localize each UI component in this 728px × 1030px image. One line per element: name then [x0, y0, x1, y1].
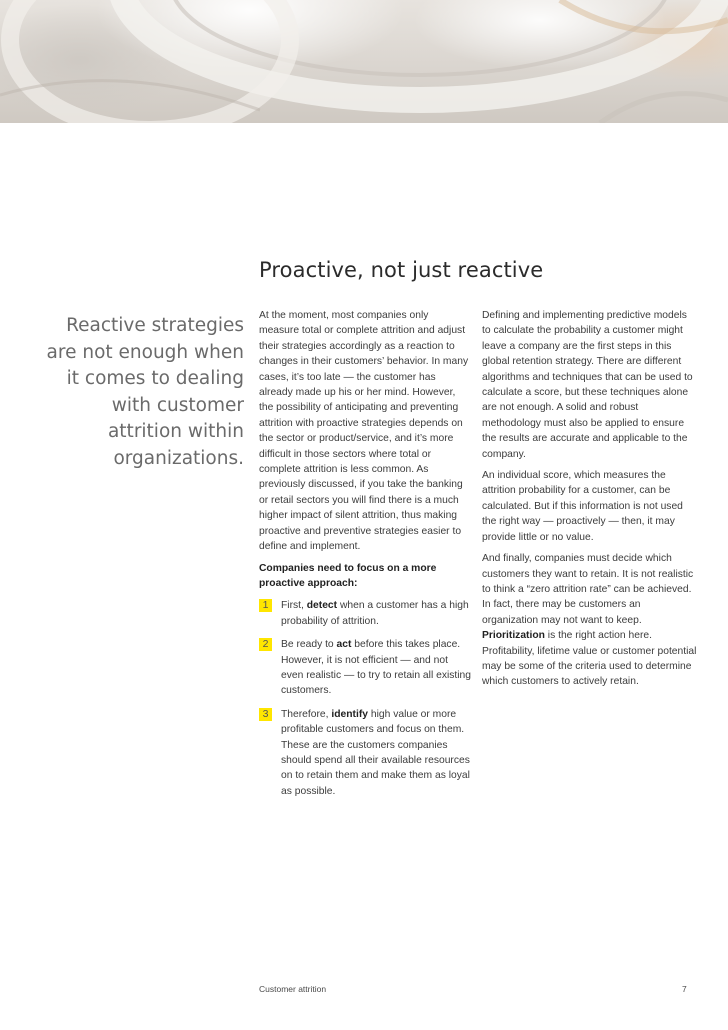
- pull-quote-line: it comes to dealing: [66, 368, 244, 390]
- body-paragraph: [482, 551, 698, 690]
- text-column-left: [259, 308, 471, 807]
- list-item: [259, 598, 471, 629]
- text-column-right: [482, 308, 698, 696]
- list-item: [259, 707, 471, 799]
- footer-section-label: Customer attrition: [259, 984, 327, 994]
- step-keyword: identify: [331, 708, 368, 720]
- header-photo: [0, 0, 728, 123]
- body-paragraph: An individual score, which measures the attrition probability for a customer, can be calculated. But if this information is not used the right way — proactively — then, it may provide little or no value.: [482, 470, 683, 543]
- step-text-post: before this takes place. However, it is not efficient — and not even realistic — to try to retain all existing customers.: [281, 639, 471, 697]
- paragraph-text-pre: And finally, companies must decide which customers they want to retain. It is not realistic to think a “zero attrition rate” can be achieved. In fact, there may be customers an organization may not want to keep.: [482, 553, 694, 626]
- pull-quote-line: organizations.: [113, 447, 244, 469]
- step-text-post: high value or more profitable customers and focus on them. These are the customers companies should spend all their available resources on to retain them and make them as loyal as possible.: [281, 708, 470, 797]
- step-number-badge: 3: [259, 708, 272, 721]
- body-paragraph: At the moment, most companies only measure total or complete attrition and adjust their strategies accordingly as a reaction to changes in their customers’ behavior. In many cases, it’s too late — the customer has already made up his or her mind. However, the possibility of anticipating and preventing attrition with proactive strategies depends on the sector or product/service, and it’s more difficult in those sectors where total or complete attrition is less common. As previously discussed, if you take the banking or retail sectors you will find there is a much higher impact of silent attrition, thus making proactive and preventive strategies easier to define and implement.: [259, 310, 469, 553]
- paragraph-text-post: is the right action here. Profitability, lifetime value or customer potential may be some of the criteria used to determine which customers to actively retain.: [482, 630, 697, 688]
- step-keyword: detect: [306, 600, 338, 612]
- step-text-pre: Be ready to: [281, 639, 337, 651]
- step-text-pre: First,: [281, 600, 307, 612]
- pull-quote-line: attrition within: [107, 421, 244, 443]
- list-lead-in: Companies need to focus on a more proactive approach:: [259, 562, 437, 589]
- list-item: [259, 637, 471, 699]
- page-title: Proactive, not just reactive: [259, 258, 544, 282]
- step-number-badge: 2: [259, 638, 272, 651]
- page-number: 7: [682, 984, 687, 994]
- approach-steps: [259, 598, 471, 799]
- pull-quote: [30, 313, 244, 473]
- pull-quote-line: are not enough when: [46, 341, 244, 363]
- step-keyword: act: [336, 639, 352, 651]
- step-text-post: when a customer has a high probability of attrition.: [281, 600, 469, 627]
- pull-quote-line: Reactive strategies: [66, 315, 244, 336]
- header-photo-art: [0, 0, 728, 123]
- pull-quote-line: with customer: [111, 394, 244, 416]
- step-text-pre: Therefore,: [281, 708, 332, 720]
- paragraph-keyword: Prioritization: [482, 630, 545, 642]
- step-number-badge: 1: [259, 599, 272, 612]
- body-paragraph: Defining and implementing predictive models to calculate the probability a customer might leave a company are the first steps in this global retention strategy. There are different algorithms and techniques that can be used to calculate a score, but these techniques alone are not enough. A solid and robust methodology must also be applied to ensure the results are accurate and applicable to the company.: [482, 310, 693, 460]
